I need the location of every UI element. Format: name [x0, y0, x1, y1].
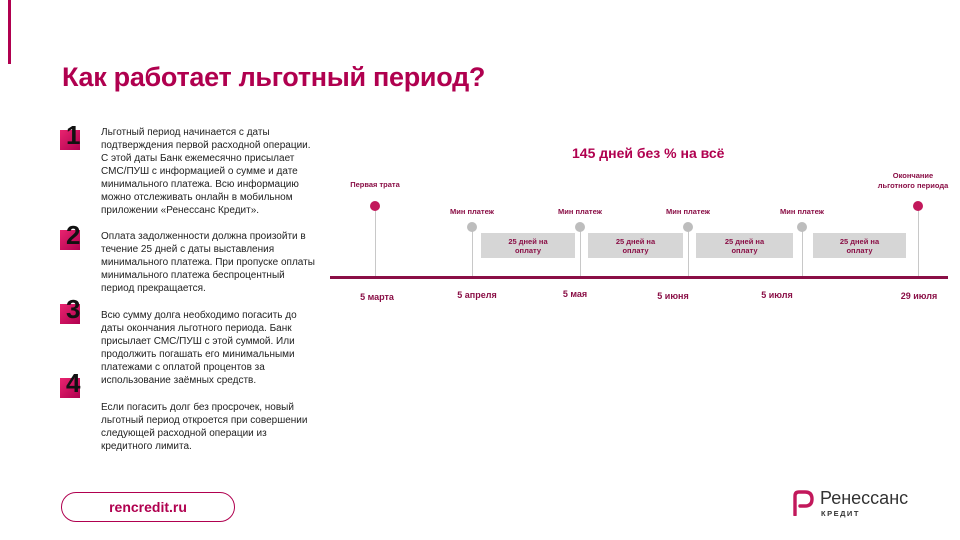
min-payment-label: Мин платеж	[449, 207, 494, 216]
timeline-connector	[918, 206, 919, 276]
payment-window	[813, 233, 906, 258]
min-payment-marker	[575, 222, 585, 232]
page-title: Как работает льготный период?	[62, 62, 486, 92]
payment-window-line2: оплату	[514, 245, 542, 255]
grace-end-label-line2: льготного периода	[877, 181, 949, 190]
brand-r-icon	[792, 490, 814, 516]
payment-window	[481, 233, 575, 258]
date-label: 5 мая	[562, 289, 588, 299]
timeline-connector	[580, 227, 581, 276]
payment-window-line2: оплату	[622, 245, 649, 255]
payment-window-line1: 25 дней на	[615, 236, 656, 246]
step-number: 4	[66, 368, 81, 398]
payment-window-line1: 25 дней на	[724, 236, 765, 246]
min-payment-marker	[467, 222, 477, 232]
min-payment-marker	[797, 222, 807, 232]
website-link-text: rencredit.ru	[109, 499, 187, 515]
step-4-marker	[60, 368, 86, 400]
timeline-connector	[688, 227, 689, 276]
payment-window-line1: 25 дней на	[839, 236, 880, 246]
step-2-marker	[60, 220, 86, 252]
accent-bar	[8, 0, 11, 64]
step-3-text: Всю сумму долга необходимо погасить до даты окончания льготного периода. Банк присылает СМС/ПУШ с этой суммой. Или продолжить погашать его минимальными платежами с оплатой процентов за использование заёмных средств.	[101, 310, 297, 386]
grace-end-marker	[913, 201, 923, 211]
brand-subtitle: КРЕДИТ	[821, 509, 860, 518]
brand-name: Ренессанс	[820, 488, 909, 508]
timeline-headline: 145 дней без % на всё	[572, 145, 725, 161]
payment-window-line1: 25 дней на	[508, 236, 548, 246]
step-number: 3	[66, 294, 81, 324]
date-label: 5 апреля	[457, 290, 497, 300]
date-label: 5 марта	[360, 292, 394, 302]
payment-window-line2: оплату	[846, 245, 873, 255]
timeline-connector	[802, 227, 803, 276]
date-label: 5 июня	[657, 291, 689, 301]
timeline-axis	[330, 276, 948, 279]
min-payment-label: Мин платеж	[779, 207, 824, 216]
timeline-connector	[375, 206, 376, 276]
step-4-text: Если погасить долг без просрочек, новый льготный период откроется при совершении следующей расходной операции из кредитного лимита.	[101, 402, 308, 452]
brand-logo	[792, 488, 932, 522]
step-number: 2	[66, 220, 81, 250]
payment-window	[696, 233, 793, 258]
min-payment-label: Мин платеж	[557, 207, 602, 216]
step-2-text: Оплата задолженности должна произойти в течение 25 дней с даты выставления минимального платежа. При пропуске оплаты минимального платежа беспроцентный период прекращается.	[101, 231, 315, 294]
payment-window-line2: оплату	[731, 245, 758, 255]
grace-end-label-line1: Окончание	[892, 171, 934, 180]
step-1-text: Льготный период начинается с даты подтверждения первой расходной операции. С этой даты Банк ежемесячно присылает СМС/ПУШ с информацией о сумме и дате минимального платежа. Всю информацию можно отслеживать онлайн в мобильном приложении «Ренессанс Кредит».	[101, 127, 311, 216]
grace-end-label	[868, 171, 958, 191]
timeline-connector	[472, 227, 473, 276]
first-spend-marker	[370, 201, 380, 211]
first-spend-label: Первая трата	[350, 180, 400, 189]
min-payment-label: Мин платеж	[665, 207, 710, 216]
date-label: 29 июля	[900, 291, 938, 301]
step-1-marker	[60, 120, 86, 152]
date-label: 5 июля	[761, 290, 793, 300]
step-number: 1	[66, 120, 81, 150]
website-link[interactable]	[61, 492, 235, 522]
step-3-marker	[60, 294, 86, 326]
min-payment-marker	[683, 222, 693, 232]
payment-window	[588, 233, 683, 258]
